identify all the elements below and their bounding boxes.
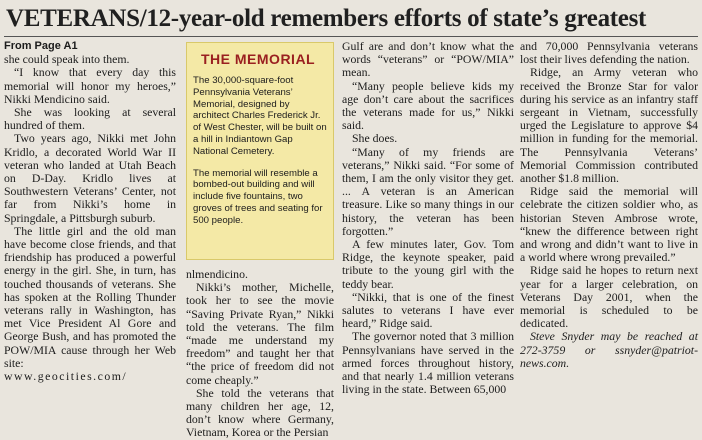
jump-line: From Page A1 (4, 40, 78, 52)
paragraph: A few minutes later, Gov. Tom Ridge, the keynote speaker, paid tribute to the young girl with the teddy bear. (342, 237, 514, 291)
paragraph: She does. (352, 131, 398, 146)
sidebar-body (187, 71, 333, 227)
paragraph: Two years ago, Nikki met John Kridlo, a decorated World War II veteran who landed at Utah Beach on D-Day. Kridlo lives at Southwestern Veterans’ Center, not far from Nikki’s home in Springdale, a Pittsburgh suburb. (4, 131, 176, 225)
column-4 (520, 40, 698, 370)
sidebar-paragraph: The 30,000-square-foot Pennsylvania Veterans’ Memorial, designed by architect Charles Frederick Jr. of West Chester, will be built on a hill in Indiantown Gap National Cemetery. (193, 75, 327, 157)
paragraph: Ridge said the memorial will celebrate the citizen soldier who, as historian Steven Ambrose wrote, “knew the difference between right and wrong and didn’t want to live in a world where wrong prevailed.” (520, 184, 698, 265)
author-signature: Steve Snyder may be reached at 272-3759 or ssnyder@patriot-news.com. (520, 329, 698, 370)
paragraph: Nikki’s mother, Michelle, took her to see the movie “Saving Private Ryan,” Nikki told the veterans. The film “made me understand my freedom” and taught her that “the price of freedom did not come cheaply.” (186, 280, 334, 387)
column-3 (342, 40, 514, 396)
sidebar-paragraph: The memorial will resemble a bombed-out building and will include five fountains, two groves of trees and seating for 500 people. (193, 167, 323, 226)
paragraph: She told the veterans that many children her age, 12, don’t know where Germany, Vietnam, Korea or the Persian (186, 385, 334, 440)
sidebar-title: THE MEMORIAL (201, 51, 316, 67)
paragraph: Ridge said he hopes to return next year for a larger celebration, on Veterans Day 2001, when the memorial is scheduled to be dedicated. (520, 263, 698, 331)
paragraph: “Nikki, that is one of the finest salutes to veterans I have ever heard,” Ridge said. (342, 289, 514, 331)
paragraph: She was looking at several hundred of them. (4, 105, 176, 133)
paragraph: nlmendicino. (186, 267, 248, 281)
paragraph: “Many of my friends are veterans,” Nikki said. “For some of them, I am the only visitor they get. ... A veteran is an American treasure. Like so many things in our history, the veteran has been forgotten.” (342, 144, 514, 238)
web-address: www.geocities.com/ (4, 369, 128, 384)
headline-rule (4, 36, 698, 37)
paragraph: The governor noted that 3 million Pennsylvanians have served in the armed forces throughout history, and that nearly 1.4 million veterans living in the state. Between 65,000 (342, 329, 514, 397)
column-1 (4, 40, 176, 383)
paragraph: Ridge, an Army veteran who received the Bronze Star for valor during his service as an infantry staff sergeant in Vietnam, successfully urged the Legislature to approve $4 million in funding for the memorial. The Pennsylvania Veterans’ Memorial Commission contributed another $1.8 million. (520, 65, 698, 186)
paragraph: “I know that every day this memorial will honor my heroes,” Nikki Mendicino said. (4, 65, 176, 106)
memorial-sidebar (186, 42, 334, 260)
paragraph: she could speak into them. (4, 52, 130, 67)
paragraph: “Many people believe kids my age don’t care about the sacrifices the veterans made for us,” Nikki said. (342, 78, 514, 133)
paragraph: The little girl and the old man have become close friends, and that friendship has produced a powerful energy in the girl. She, in turn, has touched thousands of veterans. She has spoken at the Rolling Thunder veterans rally in Washington, has met Vice President Al Gore and George Bush, and has promoted the POW/MIA cause through her Web site: (4, 223, 176, 370)
paragraph: and 70,000 Pennsylvania veterans lost their lives defending the nation. (520, 39, 698, 67)
headline: VETERANS/12-year-old remembers efforts of state’s greatest (6, 5, 647, 32)
column-2 (186, 268, 334, 440)
paragraph: Gulf are and don’t know what the words “veterans” or “POW/MIA” mean. (342, 39, 514, 80)
